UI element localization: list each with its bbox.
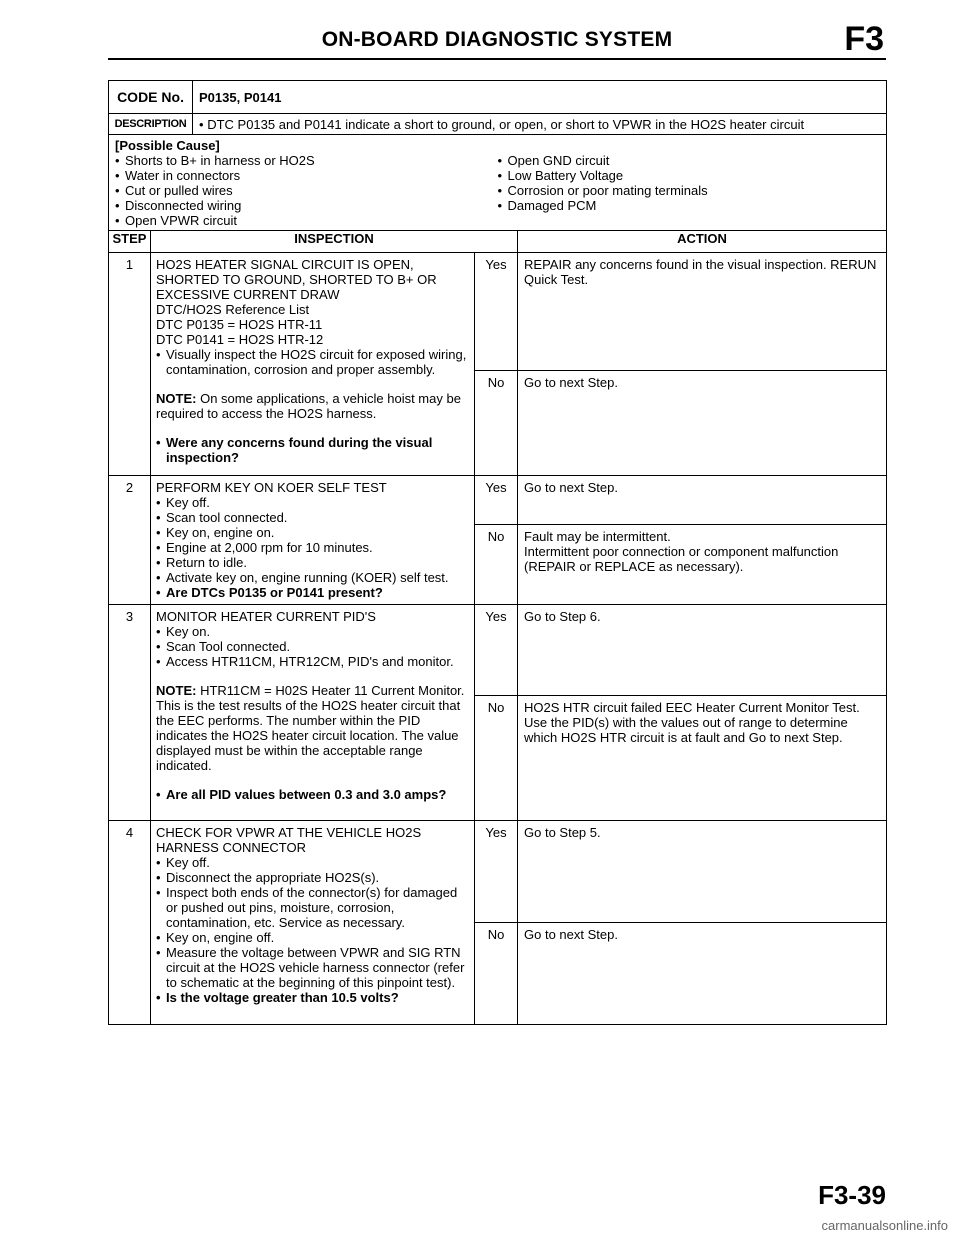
no-label: No (475, 525, 518, 605)
yes-action: Go to Step 5. (518, 821, 887, 923)
no-action: HO2S HTR circuit failed EEC Heater Current Monitor Test. Use the PID(s) with the values out of range to determine which HO2S HTR circuit is at fault and Go to next Step. (518, 696, 887, 821)
yes-action: Go to Step 6. (518, 605, 887, 696)
no-action: Go to next Step. (518, 923, 887, 1025)
step-inspection: PERFORM KEY ON KOER SELF TEST • Key off. • Scan tool connected. • Key on, engine on. • Engine at 2,000 rpm for 10 minutes. • Return to idle. • Activate key on, engine running (KOER) self test. • Are DTCs P0135 or P0141 present? (151, 476, 475, 605)
no-label: No (475, 371, 518, 476)
step-number: 3 (109, 605, 151, 821)
inspection-header: INSPECTION (151, 231, 518, 253)
no-label: No (475, 923, 518, 1025)
yes-label: Yes (475, 821, 518, 923)
step-inspection: MONITOR HEATER CURRENT PID'S • Key on. • Scan Tool connected. • Access HTR11CM, HTR12CM, PID's and monitor. NOTE: HTR11CM = H02S Heater 11 Current Monitor. This is the test results of the HO2S heater circuit that the EEC performs. The number within the PID indicates the HO2S heater circuit location. The value displayed must be within the acceptable range indicated. • Are all PID values between 0.3 and 3.0 amps? (151, 605, 475, 821)
no-action: Fault may be intermittent. Intermittent poor connection or component malfunction (REPAIR or REPLACE as necessary). (518, 525, 887, 605)
step-note: NOTE: HTR11CM = H02S Heater 11 Current Monitor. This is the test results of the HO2S heater circuit that the EEC performs. The number within the PID indicates the HO2S heater circuit location. The value displayed must be within the acceptable range indicated. (156, 683, 465, 773)
page-header (108, 22, 886, 60)
page-title: ON-BOARD DIAGNOSTIC SYSTEM (321, 28, 673, 51)
step-number: 4 (109, 821, 151, 1025)
yes-action: REPAIR any concerns found in the visual inspection. RERUN Quick Test. (518, 253, 887, 371)
yes-label: Yes (475, 253, 518, 371)
cause-item: • Open GND circuit (498, 153, 881, 168)
step-number: 1 (109, 253, 151, 476)
step-inspection: CHECK FOR VPWR AT THE VEHICLE HO2S HARNESS CONNECTOR • Key off. • Disconnect the appropriate HO2S(s). • Inspect both ends of the connector(s) for damaged or pushed out pins, moisture, corrosion, contamination, etc. Service as necessary. • Key on, engine off. • Measure the voltage between VPWR and SIG RTN circuit at the HO2S vehicle harness connector (refer to schematic at the beginning of this pinpoint test). • Is the voltage greater than 10.5 volts? (151, 821, 475, 1025)
step-header: STEP (109, 231, 151, 253)
page-number: F3-39 (818, 1180, 886, 1210)
no-label: No (475, 696, 518, 821)
cause-item: • Open VPWR circuit (115, 213, 498, 228)
step-number: 2 (109, 476, 151, 605)
section-code: F3 (844, 20, 884, 58)
cause-item: • Damaged PCM (498, 198, 881, 213)
possible-cause (109, 135, 887, 231)
step-question: • Is the voltage greater than 10.5 volts? (156, 990, 470, 1005)
action-header: ACTION (518, 231, 887, 253)
step-question: • Are DTCs P0135 or P0141 present? (156, 585, 470, 600)
yes-label: Yes (475, 605, 518, 696)
no-action: Go to next Step. (518, 371, 887, 476)
cause-item: • Corrosion or poor mating terminals (498, 183, 881, 198)
step-question: • Are all PID values between 0.3 and 3.0 amps? (156, 787, 470, 802)
description-text: • DTC P0135 and P0141 indicate a short to ground, or open, or short to VPWR in the HO2S heater circuit (193, 114, 887, 135)
step-inspection: HO2S HEATER SIGNAL CIRCUIT IS OPEN, SHORTED TO GROUND, SHORTED TO B+ OR EXCESSIVE CURRENT DRAW DTC/HO2S Reference List DTC P0135 = HO2S HTR-11 DTC P0141 = HO2S HTR-12 • Visually inspect the HO2S circuit for exposed wiring, contamination, corrosion and proper assembly. NOTE: On some applications, a vehicle hoist may be required to access the HO2S harness. • Were any concerns found during the visual inspection? (151, 253, 475, 476)
step-question: • Were any concerns found during the visual inspection? (156, 435, 470, 465)
yes-action: Go to next Step. (518, 476, 887, 525)
diagnostic-table (108, 80, 887, 1025)
cause-item: • Shorts to B+ in harness or HO2S (115, 153, 498, 168)
code-value: P0135, P0141 (193, 81, 887, 114)
description-label: DESCRIPTION (109, 114, 193, 135)
possible-cause-title: [Possible Cause] (115, 138, 220, 153)
cause-item: • Disconnected wiring (115, 198, 498, 213)
watermark: carmanualsonline.info (821, 1218, 948, 1233)
step-note: NOTE: On some applications, a vehicle hoist may be required to access the HO2S harness. (156, 391, 461, 421)
code-label: CODE No. (109, 81, 193, 114)
cause-item: • Water in connectors (115, 168, 498, 183)
yes-label: Yes (475, 476, 518, 525)
cause-item: • Cut or pulled wires (115, 183, 498, 198)
cause-item: • Low Battery Voltage (498, 168, 881, 183)
